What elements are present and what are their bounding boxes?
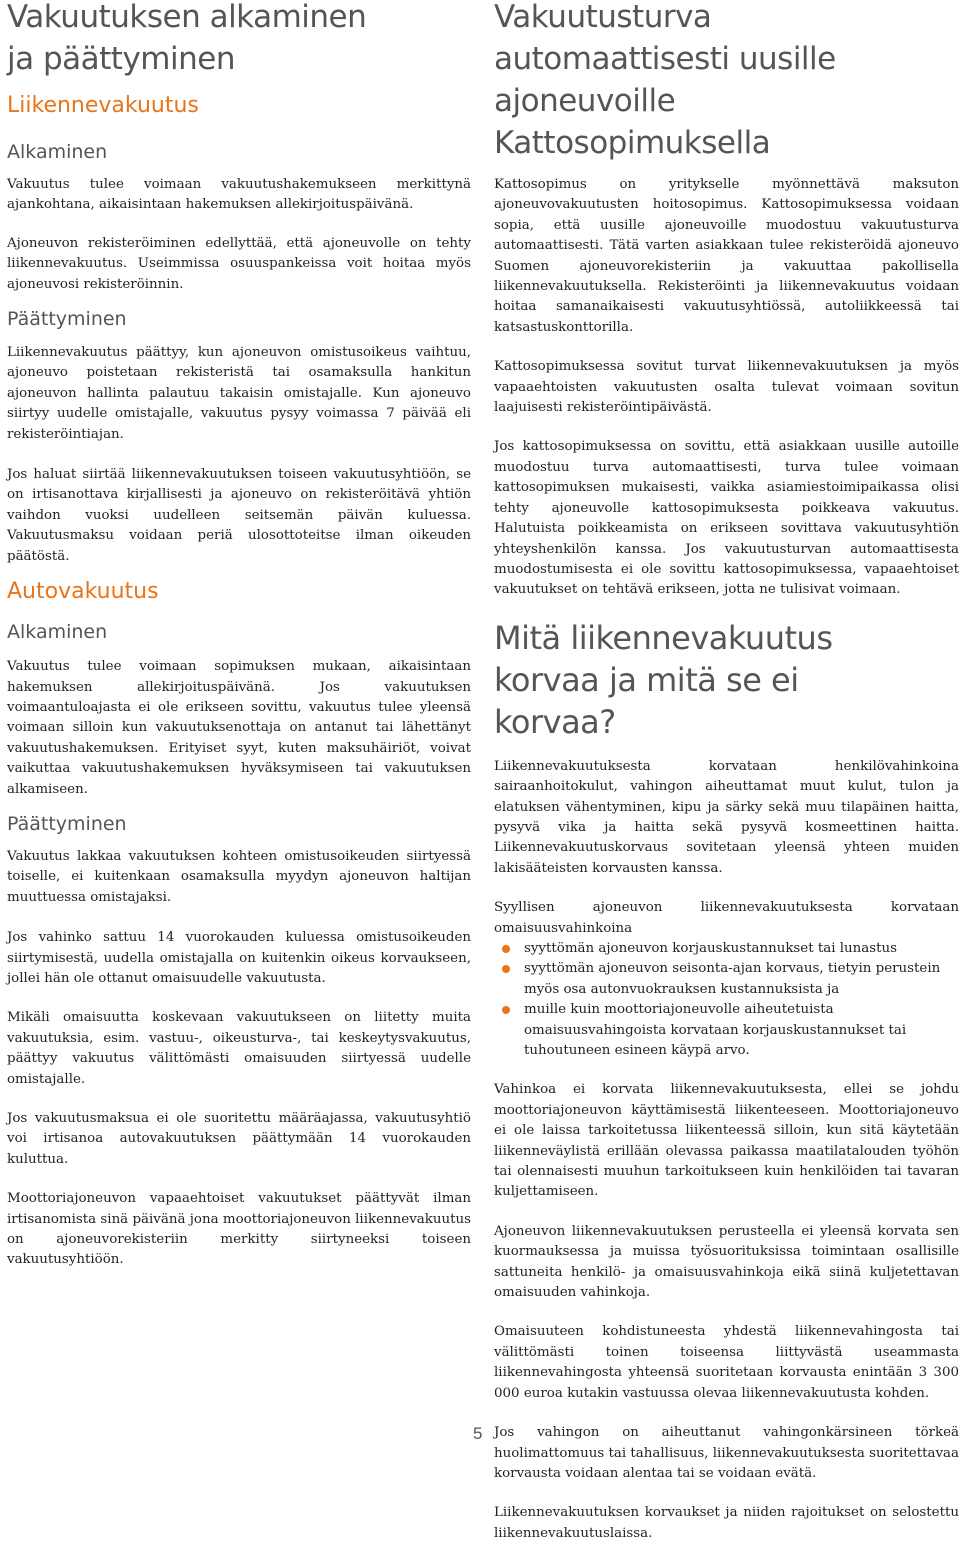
page-title: Vakuutuksen alkaminen ja päättyminen	[7, 0, 367, 77]
paragraph: Jos vahingon on aiheuttanut vahingonkärsineen törkeä huolimattomuus tai tahallisuus, liikennevakuutuksesta suoritettavaa korvausta voidaan alentaa tai se voidaan evätä.	[494, 1425, 959, 1481]
bullet-dot-icon	[502, 945, 510, 953]
paragraph: Kattosopimus on yritykselle myönnettävä maksuton ajoneuvovakuutusten hoitosopimus. Kattosopimuksessa voidaan sopia, että uusille ajoneuvoille muodostuu vakuutusturva automaattisesti. Tätä varten asiakkaan tulee rekisteröidä ajoneuvo Suomen ajoneuvorekisteriin ja vakuuttaa pakollisella liikennevakuutuksella. Rekisteröinti ja liikennevakuutus voidaan hoitaa samanaikaisesti vakuutusyhtiössä, autoliikkeessä tai katsastuskonttorilla.	[494, 177, 959, 335]
bullet-dot-icon	[502, 1006, 510, 1014]
list-item-text: muille kuin moottoriajoneuvolle aiheutetuista omaisuusvahingoista korvataan korjauskustannukset tai tuhoutuneen esineen käypä arvo.	[524, 1002, 907, 1058]
subheading-paattyminen: Päättyminen	[7, 308, 127, 331]
subheading-alkaminen: Alkaminen	[7, 141, 108, 163]
section-title-kattosopimus: Vakuutusturva automaattisesti uusille ajoneuvoille Kattosopimuksella	[494, 0, 836, 161]
paragraph: Liikennevakuutuksesta korvataan henkilövahinkoina sairaanhoitokulut, vahingon aiheuttamat muut kulut, tulon ja elatuksen vähentyminen, kipu ja särky sekä muu tilapäinen haitta, pysyvä vika ja haitta sekä pysyvä kosmeettinen haitta. Liikennevakuutuskorvaus sovitetaan yleensä yhteen muiden lakisääteisten korvausten kanssa.	[494, 758, 959, 876]
paragraph: Liikennevakuutus päättyy, kun ajoneuvon omistusoikeus vaihtuu, ajoneuvo poistetaan rekisteristä tai osamaksulla hankitun ajoneuvon hallinta palautuu takaisin omistajalle. Kun ajoneuvo siirtyy uudelle omistajalle, vakuutus pysyy voimassa 7 päivää eli rekisteröintiajan.	[7, 345, 471, 442]
page-number: 5	[473, 1424, 483, 1443]
paragraph: Vakuutus tulee voimaan sopimuksen mukaan, aikaisintaan hakemuksen allekirjoituspäivänä. Jos vakuutuksen voimaantuloajasta ei ole erikseen sovittu, vakuutus tulee yleensä voimaan silloin kun vakuutuksenottaja on antanut tai lähettänyt vakuutushakemuksen. Erityiset syyt, kuten maksuhäiriöt, voivat vaikuttaa vakuutushakemuksen hyväksymiseen tai vakuutuksen alkamiseen.	[7, 659, 471, 797]
right-column	[494, 0, 959, 1544]
paragraph: Moottoriajoneuvon vapaaehtoiset vakuutukset päättyvät ilman irtisanomista sinä päivänä jona moottoriajoneuvon liikennevakuutus on ajoneuvorekisteriin merkitty siirtyneeksi toiseen vakuutusyhtiöön.	[7, 1191, 471, 1268]
paragraph: Omaisuuteen kohdistuneesta yhdestä liikennevahingosta tai välittömästi toinen toiseensa liittyvästä useammasta liikennevahingosta yhteensä suoritetaan korvausta enintään 3 300 000 euroa kutakin vastuussa olevaa liikennevakuutusta kohden.	[494, 1324, 959, 1401]
subheading-alkaminen: Alkaminen	[7, 621, 108, 644]
paragraph: Kattosopimuksessa sovitut turvat liikennevakuutuksen ja myös vapaaehtoisten vakuutusten osalta tulevat voimaan sovitun laajuisesti rekisteröintipäivästä.	[494, 359, 959, 416]
paragraph: Ajoneuvon liikennevakuutuksen perusteella ei yleensä korvata sen kuormauksessa ja muissa työsuorituksissa toimintaan osallisille sattuneita henkilö- ja omaisuusvahinkoja eikä siinä kuljetettavan omaisuuden vahinkoja.	[494, 1223, 959, 1301]
paragraph: Jos haluat siirtää liikennevakuutuksen toiseen vakuutusyhtiöön, se on irtisanottava kirjallisesti ja ajoneuvo on rekisteröitävä yhtiön vaihdon vuoksi uudelleen seitsemän päivän kuluessa. Vakuutusmaksu voidaan periä ulosottoteitse ilman oikeuden päätöstä.	[7, 467, 471, 564]
paragraph: Jos kattosopimuksessa on sovittu, että asiakkaan uusille autoille muodostuu turva automaattisesti, turva tulee voimaan kattosopimuksen mukaisesti, vaikka asiamiestoimipaikassa olisi tehty ajoneuvolle kattosopimuksesta poikkeava vakuutus. Halutuista poikkeamista on erikseen sovittava vakuutusyhtiön yhteyshenkilön kanssa. Jos vakuutusturvan automaattisesta muodostumisesta ei ole sovittu kattosopimuksessa, vapaaehtoiset vakuutukset on tehtävä erikseen, jotta ne tulisivat voimaan.	[494, 439, 959, 598]
section-heading-liikennevakuutus: Liikennevakuutus	[7, 93, 199, 118]
list-item	[494, 1000, 959, 1061]
list-item	[494, 959, 959, 1000]
paragraph: Jos vakuutusmaksua ei ole suoritettu määräajassa, vakuutusyhtiö voi irtisanoa autovakuutuksen päättymään 14 vuorokauden kuluttua.	[7, 1111, 471, 1167]
paragraph: Vakuutus lakkaa vakuutuksen kohteen omistusoikeuden siirtyessä toiselle, ei kuitenkaan osamaksulla myydyn ajoneuvon haltijan muuttuessa omistajaksi.	[7, 848, 471, 905]
list-item	[494, 939, 959, 959]
list-item-text: syyttömän ajoneuvon seisonta-ajan korvaus, tietyin perustein myös osa autonvuokrauksen kustannuksista ja	[524, 961, 941, 997]
paragraph: Jos vahinko sattuu 14 vuorokauden kuluessa omistusoikeuden siirtymisestä, uudella omistajalla on kuitenkin oikeus korvaukseen, jollei hän ole ottanut omaisuudelle vakuutusta.	[7, 930, 471, 986]
subheading-paattyminen: Päättyminen	[7, 812, 127, 835]
bullet-list	[494, 939, 959, 1061]
section-title-korvaukset: Mitä liikennevakuutus korvaa ja mitä se ei korvaa?	[494, 618, 833, 741]
paragraph: Syyllisen ajoneuvon liikennevakuutuksesta korvataan omaisuusvahinkoina	[494, 900, 959, 936]
paragraph: Vahinkoa ei korvata liikennevakuutuksesta, ellei se johdu moottoriajoneuvon käyttämisestä liikenteeseen. Moottoriajoneuvo ei ole laissa tarkoitetussa liikenteessä silloin, kun sitä käytetään liikenneväylistä erillään olevassa paikassa maatilatalouden työhön tai olennaisesti muuhun tarkoitukseen kuin henkilöiden tai tavaran kuljettamiseen.	[494, 1082, 959, 1200]
paragraph: Liikennevakuutuksen korvaukset ja niiden rajoitukset on selostettu liikennevakuutuslaissa.	[494, 1505, 959, 1541]
left-column	[7, 0, 471, 1271]
paragraph: Mikäli omaisuutta koskevaan vakuutukseen on liitetty muita vakuutuksia, esim. vastuu-, oikeusturva-, tai keskeytysvakuutus, päättyy vakuutus välittömästi omaisuuden siirtyessä uudelle omistajalle.	[7, 1010, 471, 1087]
section-heading-autovakuutus: Autovakuutus	[7, 579, 159, 605]
paragraph: Ajoneuvon rekisteröiminen edellyttää, että ajoneuvolle on tehty liikennevakuutus. Useimmissa osuuspankeissa voit hoitaa myös ajoneuvosi rekisteröinnin.	[7, 235, 471, 292]
paragraph: Vakuutus tulee voimaan vakuutushakemukseen merkittynä ajankohtana, aikaisintaan hakemuksen allekirjoituspäivänä.	[7, 177, 471, 213]
bullet-dot-icon	[502, 965, 510, 973]
list-item-text: syyttömän ajoneuvon korjauskustannukset tai lunastus	[524, 940, 898, 956]
